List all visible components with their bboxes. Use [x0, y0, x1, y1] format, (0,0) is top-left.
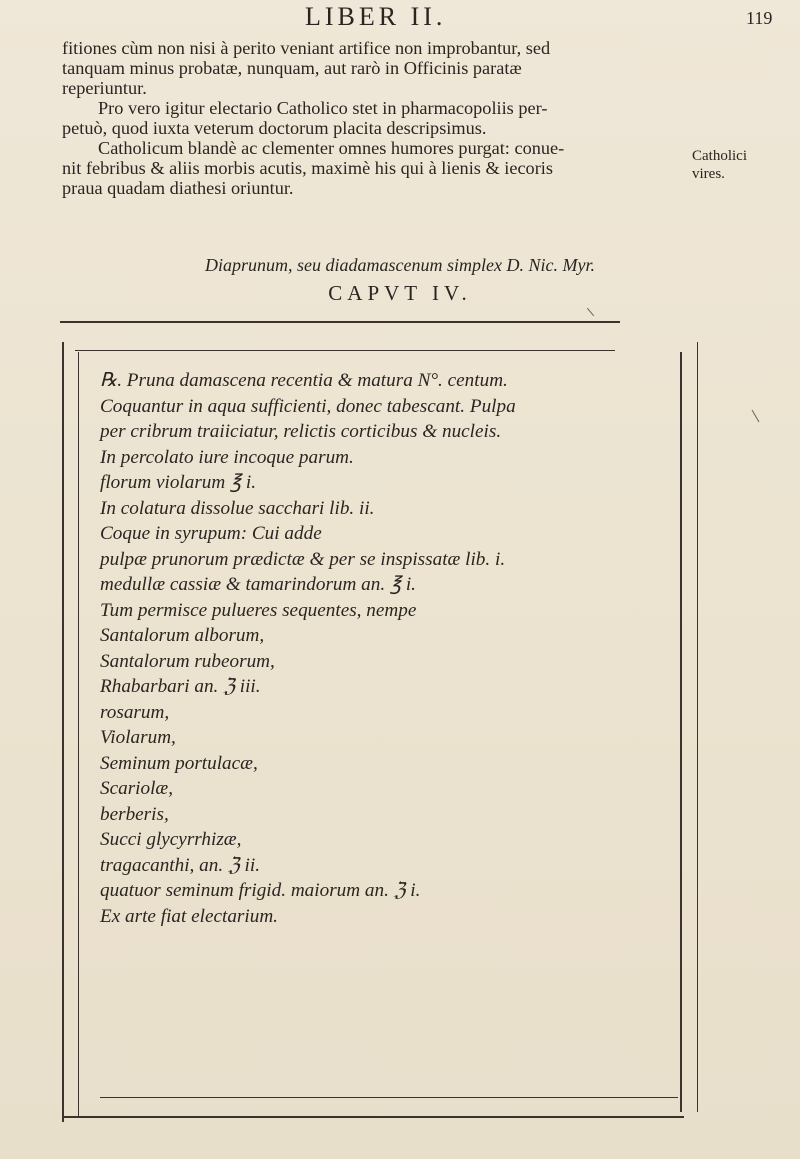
right-outer-rule [697, 342, 698, 1112]
recipe-line: florum violarum ℥ i. [100, 472, 257, 493]
recipe-line: quatuor seminum frigid. maiorum an. ℨ i. [100, 880, 421, 901]
recipe-line: Tum permisce pulueres sequentes, nempe [100, 599, 417, 621]
recipe-line: Violarum, [100, 727, 176, 748]
recipe-line: Seminum portulacæ, [100, 752, 258, 774]
running-head [0, 2, 800, 38]
body-line: petuò, quod iuxta veterum doctorum placita descripsimus. [62, 118, 487, 138]
running-head-title: LIBER II. [305, 2, 447, 31]
body-line: tanquam minus probatæ, nunquam, aut rarò in Officinis paratæ [62, 58, 522, 78]
body-text [62, 38, 682, 198]
faint-mark [587, 308, 594, 316]
body-line: praua quadam diathesi oriuntur. [62, 178, 294, 198]
page-number: 119 [746, 8, 773, 28]
margin-note: Catholici vires. [692, 148, 747, 182]
body-line: Pro vero igitur electario Catholico stet in pharmacopoliis per- [98, 98, 548, 118]
recipe-line: Coque in syrupum: Cui adde [100, 523, 322, 544]
inner-top-rule [75, 350, 615, 351]
recipe-line: per cribrum traiiciatur, relictis corticibus & nucleis. [100, 421, 502, 442]
top-rule [60, 321, 620, 323]
recipe-line: Ex arte fiat electarium. [100, 905, 278, 927]
recipe-line: berberis, [100, 803, 169, 825]
recipe-line: In percolato iure incoque parum. [100, 446, 354, 468]
left-inner-rule [78, 352, 79, 1116]
recipe-line: Rhabarbari an. ℨ iii. [100, 676, 261, 697]
bottom-rule [64, 1116, 684, 1118]
recipe-line: medullæ cassiæ & tamarindorum an. ℥ i. [100, 574, 416, 595]
recipe-line: In colatura dissolue sacchari lib. ii. [100, 497, 375, 519]
right-frame-rule [680, 352, 682, 1112]
recipe-line: Santalorum rubeorum, [100, 650, 275, 672]
recipe-line: Scariolæ, [100, 778, 174, 799]
chapter-heading: CAPVT IV. [328, 281, 472, 305]
recipe-line: Succi glycyrrhizæ, [100, 829, 242, 850]
recipe-line: Santalorum alborum, [100, 625, 265, 646]
body-line: Catholicum blandè ac clementer omnes humores purgat: conue- [98, 138, 565, 158]
body-line: nit febribus & aliis morbis acutis, maximè his qui à lienis & iecoris [62, 158, 553, 178]
body-line: fitiones cùm non nisi à perito veniant artifice non improbantur, sed [62, 38, 551, 58]
recipe-line: Coquantur in aqua sufficienti, donec tabescant. Pulpa [100, 395, 516, 417]
recipe-block [100, 368, 660, 929]
section-subtitle: Diaprunum, seu diadamascenum simplex D. Nic. Myr. [205, 255, 595, 275]
body-line: reperiuntur. [62, 78, 147, 98]
bottom-inner-rule [100, 1097, 678, 1098]
recipe-line: ℞. Pruna damascena recentia & matura N°. centum. [100, 370, 508, 391]
recipe-line: tragacanthi, an. ℨ ii. [100, 854, 260, 876]
recipe-line: rosarum, [100, 701, 170, 723]
left-frame-rule [62, 342, 64, 1122]
recipe-line: pulpæ prunorum prædictæ & per se inspissatæ lib. i. [100, 548, 506, 570]
faint-mark [752, 410, 760, 423]
